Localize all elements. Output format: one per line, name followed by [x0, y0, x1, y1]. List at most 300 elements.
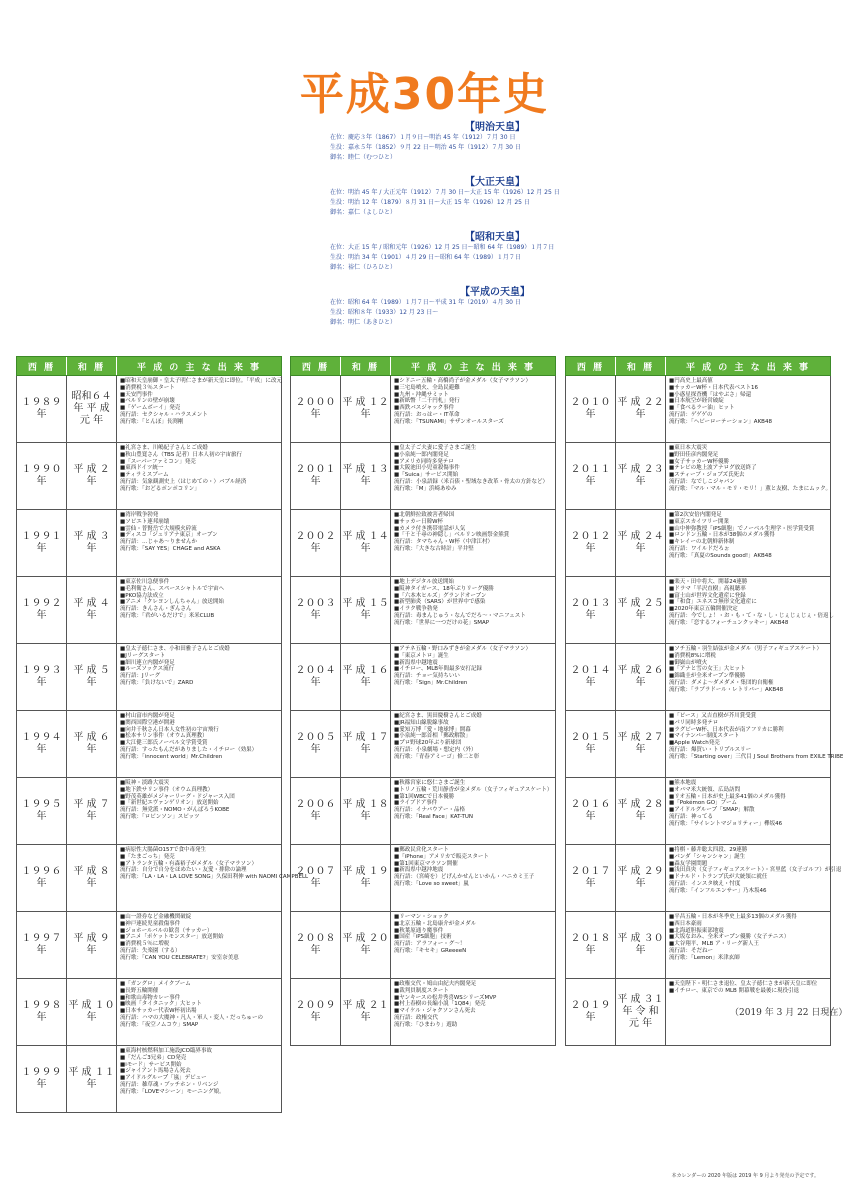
emperor-detail: 在位：慶応３年（1867）１月９日～明治 45 年（1912）７月 30 日 [330, 134, 516, 141]
emperor-name: 【昭和天皇】 [465, 232, 525, 243]
year-cell: １９９３年 [17, 644, 67, 710]
event-item: 流行語：ワイルドだろぉ [669, 545, 730, 552]
wareki-cell: 平 成 ３ 年 [67, 510, 117, 576]
event-item: ■ジョホールバルの歓喜（サッカー） [120, 927, 213, 934]
event-item: ■三宅島噴火、全島民避難 [394, 384, 460, 391]
header-year: 西 暦 [17, 357, 67, 375]
emperor-detail: 在位：明治 45 年 / 大正元年（1912）７月 30 日～大正 15 年（1926）12 月 25 日 [330, 189, 560, 196]
wareki-cell: 平 成 ２８年 [616, 778, 666, 844]
event-item: 流行歌：「Starting over」三代目 J Soul Brothers from EXILE TRIBE [669, 753, 844, 760]
events-cell [117, 443, 281, 509]
year-cell: １９９９年 [17, 1046, 67, 1112]
event-item: ■ロンドン五輪・日本が38個のメダル獲得 [669, 532, 775, 539]
event-item: ■第1回東京マラソン開催 [394, 860, 458, 867]
event-item: ■「Suica」サービス開始 [394, 472, 459, 479]
event-item: 流行語：自分で自分をほめたい・友愛・排除の論理 [120, 867, 247, 874]
wareki-cell: 平 成 ９ 年 [67, 912, 117, 978]
events-cell [666, 845, 842, 911]
event-item: ■女子サッカーW杯優勝 [669, 458, 730, 465]
event-item: ■大谷翔平、MLB ア・リーグ新人王 [669, 941, 760, 948]
event-item: ■裁判員制度スタート [394, 987, 449, 994]
emperor-detail: 在位：昭和 64 年（1989）１月７日～平成 31 年（2019）４月 30 日 [330, 299, 521, 306]
event-item: ■錦織圭が全米オープン準優勝 [669, 673, 746, 680]
emperor-detail: 生没：嘉永５年（1852）９月 22 日～明治 45 年（1912）７月 30 日 [330, 144, 521, 151]
event-item: ■細川連立内閣が発足 [120, 659, 175, 666]
event-item: ■地上デジタル放送開始 [394, 579, 454, 585]
emperor-detail: 御名：裕仁（ひろひと） [330, 264, 397, 271]
event-item: ■ベルリンの壁が崩壊 [120, 398, 175, 405]
event-item: ■昭和天皇崩御・皇太子明仁さまが新天皇に即位。「平成」に改元 [120, 378, 282, 384]
event-item: 流行語：なでしこジャパン [669, 478, 735, 485]
wareki-cell: 平 成 ３１年 令 和 元 年 [616, 979, 666, 1045]
footnote: 本カレンダーの 2020 年版は 2019 年 9 月より発売の予定です。 [671, 1173, 819, 1179]
wareki-cell: 平 成 ２３年 [616, 443, 666, 509]
table-row [290, 711, 556, 778]
event-item: 流行語：セクシャル・ハラスメント [120, 411, 208, 418]
event-item: ■サッカー日韓W杯 [394, 518, 444, 525]
event-item: ■消費税8%に増税 [669, 652, 716, 659]
wareki-cell: 平 成 ２５年 [616, 577, 666, 643]
event-item: ■富士山が世界文化遺産に登録 [669, 592, 746, 599]
event-item: 流行歌：「Real Face」KAT-TUN [394, 813, 473, 820]
event-item: ■サッカーW杯・日本代表ベスト16 [669, 384, 759, 391]
table-row [16, 912, 282, 979]
table-row [290, 510, 556, 577]
header-year: 西 暦 [566, 357, 616, 375]
event-item: ■関西国際空港が開港 [120, 719, 175, 726]
event-item: 流行歌：「キセキ」GReeeeN [394, 947, 467, 954]
history-table-2 [290, 356, 556, 1046]
table-row [290, 912, 556, 979]
event-item: ■楽天・田中将大、開幕24連勝 [669, 579, 748, 585]
event-item: 流行語：爆買い・トリプルスリー [669, 746, 752, 753]
event-item: ■日本航空が経営破綻 [669, 398, 724, 405]
table-row [565, 577, 835, 644]
header-year: 西 暦 [291, 357, 341, 375]
event-item: 流行語：チョー気持ちいい [394, 673, 460, 680]
event-item: ■長野五輪開催 [120, 987, 159, 994]
event-item: 流行歌：「Lemon」米津玄師 [669, 954, 740, 961]
header-wareki: 和 暦 [616, 357, 666, 375]
event-item: 流行語：政権交代 [394, 1014, 439, 1021]
event-item: ■郵政民営化スタート [394, 847, 449, 853]
event-item: ■将棋・藤井聡太四段、29連勝 [669, 847, 748, 853]
table-row [565, 443, 831, 510]
event-item: ■北京五輪・北島康介が金メダル [394, 920, 477, 927]
year-cell: ２００３年 [291, 577, 341, 643]
table-row [290, 443, 556, 510]
year-cell: ２０１２年 [566, 510, 616, 576]
events-cell [666, 778, 830, 844]
event-item: 流行語：すったもんだがありました・イチロー（効果） [120, 746, 258, 753]
event-item: 流行語：雑草魂・ブッチホン・リベンジ [120, 1081, 219, 1088]
table-header [565, 356, 831, 376]
emperor-block [330, 283, 630, 328]
event-item: ■東京佐川急便事件 [120, 579, 170, 585]
events-cell [117, 510, 281, 576]
event-item: ■神戸連続児童殺傷事件 [120, 920, 181, 927]
events-cell [117, 845, 309, 911]
event-item: ■秋山豊寛さん（TBS 記者）日本人初の宇宙旅行 [120, 451, 242, 458]
event-item: ■プロ野球20年ぶり新球団 [394, 740, 462, 747]
emperor-block [330, 118, 630, 163]
event-item: ■秋葉原通り魔事件 [394, 927, 444, 934]
event-item: 流行語：小泉語録（米百俵・聖域なき改革・骨太の方針など） [394, 478, 549, 485]
table-row [16, 845, 309, 912]
event-item: 流行歌：「青春アミーゴ」修二と彰 [394, 753, 480, 760]
event-item: ■新紙幣「二千円札」発行 [394, 398, 460, 405]
event-item: ■映画「タイタニック」大ヒット [120, 1001, 202, 1008]
event-item: 流行歌：「マル・マル・モリ・モリ！」薫と友樹、たまにムック。 [669, 485, 831, 492]
event-item: 流行歌：「世界に一つだけの花」SMAP [394, 619, 490, 626]
event-item: ■パリ同時多発テロ [669, 719, 719, 726]
wareki-cell: 平 成 １３年 [341, 443, 391, 509]
year-cell: ２００８年 [291, 912, 341, 978]
event-item: ■テレビの地上波アナログ放送終了 [669, 465, 757, 472]
events-cell [117, 912, 281, 978]
events-cell [391, 912, 555, 978]
table-header [16, 356, 282, 376]
wareki-cell: 昭和６４年 平 成 元 年 [67, 376, 117, 442]
event-item: 流行歌：「恋するフォーチュンクッキー」AKB48 [669, 619, 789, 626]
event-item: ■ヤンキースの松井秀喜WSシリーズMVP [394, 994, 497, 1001]
event-item: ■「千と千尋の神隠し」ベルリン映画祭金熊賞 [394, 532, 510, 539]
table-row [290, 644, 556, 711]
event-item: ■東海村核燃料加工施設JCO臨界事故 [120, 1048, 212, 1054]
event-item: ■小泉純一郎首相「郵政解散」 [394, 733, 471, 740]
event-item: ■ドラマ「半沢直樹」高視聴率 [669, 585, 746, 592]
wareki-cell: 平 成 ２２年 [616, 376, 666, 442]
event-item: ■ドナルド・トランプ氏が大統領に就任 [669, 874, 768, 881]
event-item: ■小泉純一郎内閣発足 [394, 451, 449, 458]
events-cell [117, 376, 281, 442]
table-row [565, 510, 831, 577]
event-item: 流行語：（宮崎を）どげんかせんといかん・ハニカミ王子 [394, 874, 535, 881]
event-item: ■紀宮さま、黒田慶樹さんとご成婚 [394, 713, 482, 719]
event-item: 流行歌：「ヘビーローテーション」AKB48 [669, 418, 772, 425]
event-item: ■雲仙・普賢岳で大規模火砕流 [120, 525, 197, 532]
emperor-detail: 生没：昭和８年（1933）12 月 23 日～ [330, 309, 439, 316]
event-item: 流行語：神ってる [669, 813, 714, 820]
event-item: 流行語：イナバウアー・品格 [394, 807, 466, 814]
wareki-cell: 平 成 ２４年 [616, 510, 666, 576]
emperor-detail: 御名：明仁（あきひと） [330, 319, 397, 326]
event-item: ■シドニー五輪・高橋尚子が金メダル（女子マラソン） [394, 378, 531, 384]
event-item: ■新潟県中越地震 [394, 659, 438, 666]
event-item: 流行歌：「ひまわり」遊助 [394, 1021, 458, 1028]
event-item: ■ソチ五輪・羽生結弦が金メダル（男子フィギュアスケート） [669, 646, 823, 652]
event-item: 流行歌：「innocent world」Mr.Children [120, 753, 223, 760]
event-item: ■阪神・淡路大震災 [120, 780, 170, 786]
events-cell [117, 778, 281, 844]
event-item: ■「新世紀エヴァンゲリオン」放送開始 [120, 800, 219, 807]
event-item: ■消費税５％に増税 [120, 941, 170, 948]
events-cell [391, 644, 555, 710]
event-item: ■ジャイアント馬場さん死去 [120, 1068, 191, 1075]
emperor-block [330, 228, 630, 273]
table-row [290, 778, 556, 845]
event-item: ■「たまごっち」発売 [120, 853, 175, 860]
wareki-cell: 平 成 ２１年 [341, 979, 391, 1045]
table-row [290, 845, 556, 912]
header-events: 平 成 の 主 な 出 来 事 [411, 362, 535, 373]
event-item: ■イラク戦争勃発 [394, 606, 438, 613]
event-item: 流行歌：「LA・LA・LA LOVE SONG」久保田利伸 with NAOMI CAMPBELL [120, 874, 309, 881]
event-item: ■「ピース」又吉直樹が芥川賞受賞 [669, 713, 757, 719]
event-item: ■秋篠宮家に悠仁さまご誕生 [394, 780, 466, 786]
table-row [565, 376, 831, 443]
event-item: ■新型肺炎（SARS）が世界中で感染 [394, 599, 486, 606]
event-item: 流行歌：「君がいるだけで」米米CLUB [120, 612, 215, 619]
event-item: ■「スーパーファミコン」発売 [120, 458, 196, 465]
event-item: ■熊本地震 [669, 780, 697, 786]
events-cell [666, 711, 844, 777]
event-item: 流行歌：「真夏のSounds good!」AKB48 [669, 552, 772, 559]
event-item: ■森友学園問題 [669, 860, 708, 867]
event-item: ■リオ五輪・日本が史上最多41個のメダル獲得 [669, 793, 786, 800]
year-cell: ２０１４年 [566, 644, 616, 710]
year-cell: ２００７年 [291, 845, 341, 911]
event-item: ■大江健三郎氏ノーベル文学賞受賞 [120, 740, 208, 747]
year-cell: ２０１８年 [566, 912, 616, 978]
event-item: ■Apple Watch発売 [669, 740, 720, 747]
events-cell [666, 376, 830, 442]
table-row [290, 577, 556, 644]
event-item: ■ルーズソックス流行 [120, 666, 175, 673]
table-row [565, 778, 831, 845]
year-cell: １９９２年 [17, 577, 67, 643]
wareki-cell: 平 成 １１年 [67, 1046, 117, 1112]
event-item: ■JR福知山線脱線事故 [394, 719, 449, 726]
events-cell [391, 510, 555, 576]
table-row [290, 979, 556, 1046]
wareki-cell: 平 成 ４ 年 [67, 577, 117, 643]
emperor-name: 【大正天皇】 [465, 177, 525, 188]
wareki-cell: 平 成 １９年 [341, 845, 391, 911]
event-item: 流行歌：「インフルエンサー」乃木坂46 [669, 887, 767, 894]
year-cell: ２０００年 [291, 376, 341, 442]
event-item: ■山中伸弥教授「iPS細胞」でノーベル生理学・医学賞受賞 [669, 525, 815, 532]
event-item: ■リーマン・ショック [394, 914, 449, 920]
event-item: ■オバマ米大統領、広島訪問 [669, 786, 741, 793]
event-item: ■日本サッカー代表W杯初出場 [120, 1008, 197, 1015]
year-cell: ２０１３年 [566, 577, 616, 643]
event-item: ■「東京メトロ」誕生 [394, 652, 449, 659]
event-item: ■「Pokémon GO」ブーム [669, 800, 737, 807]
wareki-cell: 平 成 ２ 年 [67, 443, 117, 509]
events-cell [391, 979, 555, 1045]
event-item: ■浅田真央（女子フィギュアスケート）・宮里藍（女子ゴルフ）が引退 [669, 867, 842, 874]
event-item: 流行語：無党派・NOMO・がんばろうKOBE [120, 807, 230, 814]
table-row [565, 644, 831, 711]
event-item: 流行語：…じゃあ～りませんか [120, 539, 198, 546]
event-item: 流行歌：「CAN YOU CELEBRATE?」安室奈美恵 [120, 954, 239, 961]
event-item: ■Jリーグスタート [120, 652, 166, 659]
event-item: ■向井千秋さん日本人女性初の宇宙飛行 [120, 726, 219, 733]
event-item: ■アニメ「ポケットモンスター」放送開始 [120, 934, 224, 941]
event-item: ■新潟県中越沖地震 [394, 867, 444, 874]
events-cell [391, 443, 555, 509]
events-cell [666, 912, 830, 978]
event-item: ■東日本大震災 [669, 445, 708, 451]
event-item: 流行歌：「おどるポンポコリン」 [120, 485, 200, 492]
event-item: 流行語：ハマの大魔神・凡人・軍人・変人・だっちゅーの [120, 1014, 264, 1021]
event-item: 流行語：きんさん・ぎんさん [120, 606, 192, 613]
event-item: ■国産「iPS細胞」技術 [394, 934, 452, 941]
wareki-cell: 平 成 １８年 [341, 778, 391, 844]
year-cell: ２０１５年 [566, 711, 616, 777]
wareki-cell: 平 成 ７ 年 [67, 778, 117, 844]
events-cell [391, 711, 555, 777]
event-item: ■毛利衛さん、スペースシャトルで宇宙へ [120, 585, 225, 592]
event-item: 流行語：インスタ映え・忖度 [669, 880, 741, 887]
event-item: 流行歌：「Sign」Mr.Children [394, 679, 468, 686]
wareki-cell: 平 成 ２０年 [341, 912, 391, 978]
year-cell: ２０１０年 [566, 376, 616, 442]
table-row [16, 778, 282, 845]
year-cell: ２０１７年 [566, 845, 616, 911]
event-item: 流行歌：「SAY YES」CHAGE and ASKA [120, 545, 221, 552]
event-item: 流行語：小泉劇場・想定内（外） [394, 746, 477, 753]
header-wareki: 和 暦 [67, 357, 117, 375]
year-cell: ２０１６年 [566, 778, 616, 844]
wareki-cell: 平 成 １５年 [341, 577, 391, 643]
event-item: ■アトランタ五輪・有森裕子がメダル（女子マラソン） [120, 860, 257, 867]
table-row [565, 845, 842, 912]
table-row [16, 510, 282, 577]
event-item: ■「和食」ユネスコ無形文化遺産に [669, 599, 757, 606]
event-item: 流行歌：「夜空ノムコウ」SMAP [120, 1021, 199, 1028]
event-item: ■ティラミスブーム [120, 472, 169, 479]
event-item: ■九州・沖縄サミット [394, 391, 449, 398]
event-item: 流行歌：「大きな古時計」平井堅 [394, 545, 474, 552]
emperor-block [330, 173, 630, 218]
event-item: ■アテネ五輪・野口みずきが金メダル（女子マラソン） [394, 646, 531, 652]
events-cell [117, 1046, 281, 1112]
wareki-cell: 平 成 ５ 年 [67, 644, 117, 710]
event-item: ■小惑星探査機「はやぶさ」帰還 [669, 391, 752, 398]
emperor-detail: 生没：明治 12 年（1879）８月 31 日～大正 15 年（1926）12 月 25 日 [330, 199, 530, 206]
event-item: ■皇太子徳仁さま、小和田雅子さんとご成婚 [120, 646, 230, 652]
year-cell: １９８９年 [17, 376, 67, 442]
event-item: 流行語：タマちゃん・W杯（中津江村） [394, 539, 493, 546]
event-item: ■「ガングロ」メイクブーム [120, 981, 191, 987]
events-cell [666, 443, 830, 509]
emperor-detail: 生没：明治 34 年（1901）４月 29 日～昭和 64 年（1989）１月７日 [330, 254, 521, 261]
event-item: ■ディスコ「ジュリアナ東京」オープン [120, 532, 218, 539]
table-row [16, 376, 282, 443]
events-cell [117, 979, 281, 1045]
year-cell: ２０１１年 [566, 443, 616, 509]
events-cell [117, 577, 281, 643]
wareki-cell: 平 成 ６ 年 [67, 711, 117, 777]
event-item: ■スティーブ・ジョブズ氏死去 [669, 472, 745, 479]
wareki-cell: 平 成 １２年 [341, 376, 391, 442]
event-item: ■東京スカイツリー開業 [669, 518, 730, 525]
wareki-cell: 平 成 ３０年 [616, 912, 666, 978]
event-item: 流行語：おっはー・IT革命 [394, 411, 460, 418]
event-item: 流行歌：「サイレントマジョリティー」欅坂46 [669, 820, 783, 827]
event-item: ■iモード」サービス開始 [120, 1061, 182, 1068]
events-cell [117, 711, 281, 777]
event-item: ■野田佳彦内閣発足 [669, 451, 719, 458]
event-item: ■地下鉄サリン事件（オウム真理教） [120, 786, 214, 793]
event-item: ■第2次安倍内閣発足 [669, 512, 722, 518]
event-item: ■礼宮さま、川嶋紀子さんとご成婚 [120, 445, 208, 451]
event-item: ■「ゲームボーイ」発売 [120, 405, 181, 412]
event-item: ■和歌山毒物カレー事件 [120, 994, 181, 1001]
wareki-cell: 平 成 １６年 [341, 644, 391, 710]
event-item: 流行語：アラフォー・グ～！ [394, 941, 466, 948]
emperor-detail: 御名：睦仁（むつひと） [330, 154, 397, 161]
emperor-detail: 御名：嘉仁（よしひと） [330, 209, 397, 216]
event-item: ■愛知万博「愛・地球博」開幕 [394, 726, 471, 733]
year-cell: ２００４年 [291, 644, 341, 710]
event-item: ■イチロー、東京での MLB 開幕戦を最後に現役引退 [669, 987, 800, 994]
event-item: ■マイケル・ジャクソンさん死去 [394, 1008, 476, 1015]
emperor-list [330, 118, 630, 338]
event-item: ■トリノ五輪・荒川静香が金メダル（女子フィギュアスケート） [394, 786, 553, 793]
year-cell: １９９４年 [17, 711, 67, 777]
event-item: ■第1回WBCで日本優勝 [394, 793, 455, 800]
table-header [290, 356, 556, 376]
event-item: ■政権交代・鳩山由紀夫内閣発足 [394, 981, 477, 987]
header-events: 平 成 の 主 な 出 来 事 [686, 362, 810, 373]
event-item: ■アイドルグループ「嵐」デビュー [120, 1075, 207, 1082]
year-cell: ２０１９年 [566, 979, 616, 1045]
year-cell: １９９０年 [17, 443, 67, 509]
event-item: ■「食べるラー油」ヒット [669, 405, 735, 412]
events-cell [391, 845, 555, 911]
table-row [16, 443, 282, 510]
table-row [16, 711, 282, 778]
event-item: ■村上春樹の長編小説「1Q84」発売 [394, 1001, 486, 1008]
event-item: ■消費税３％スタート [120, 384, 175, 391]
wareki-cell: 平 成 １０年 [67, 979, 117, 1045]
event-item: ■キレイーの北朝鮮新体制 [669, 539, 735, 546]
history-table-3 [565, 356, 844, 1046]
event-item: ■「だんご3兄弟」CD発売 [120, 1054, 187, 1061]
event-item: ■円高史上最高値 [669, 378, 713, 384]
event-item: 流行語：ゲゲゲの [669, 411, 713, 418]
year-cell: １９９１年 [17, 510, 67, 576]
event-item: ■アニメ「クレヨンしんちゃん」放送開始 [120, 599, 224, 606]
event-item: ■北海道胆振東部地震 [669, 927, 724, 934]
events-cell [666, 577, 835, 643]
event-item: 流行語：そだねー [669, 947, 714, 954]
event-item: 流行語：失楽園（する） [120, 947, 181, 954]
events-cell [117, 644, 281, 710]
emperor-name: 【平成の天皇】 [460, 287, 530, 298]
event-item: 流行歌：「とんぼ」長渕剛 [120, 418, 184, 425]
event-item: 流行歌：「ロビンソン」スピッツ [120, 813, 200, 820]
table-row [16, 577, 282, 644]
wareki-cell: 平 成 ２６年 [616, 644, 666, 710]
event-item: 流行語：今でしょ！・お・も・て・な・し・じぇじぇじぇ・倍返し [669, 612, 835, 619]
events-cell [666, 644, 830, 710]
event-item: ■アイドルグループ「SMAP」解散 [669, 807, 755, 814]
events-cell [391, 778, 555, 844]
emperor-detail: 在位：大正 15 年 / 昭和元年（1926）12 月 25 日～昭和 64 年（1989）１月７日 [330, 244, 555, 251]
table-row [16, 979, 282, 1046]
event-item: 流行語：Jリーグ [120, 673, 161, 680]
event-item: 流行歌：「Love so sweet」嵐 [394, 880, 469, 887]
year-cell: １９９６年 [17, 845, 67, 911]
event-item: 流行歌：「負けないで」ZARD [120, 679, 194, 686]
event-item: ■病原性大腸菌O157で食中毒発生 [120, 847, 207, 853]
year-cell: １９９８年 [17, 979, 67, 1045]
events-cell [666, 510, 830, 576]
